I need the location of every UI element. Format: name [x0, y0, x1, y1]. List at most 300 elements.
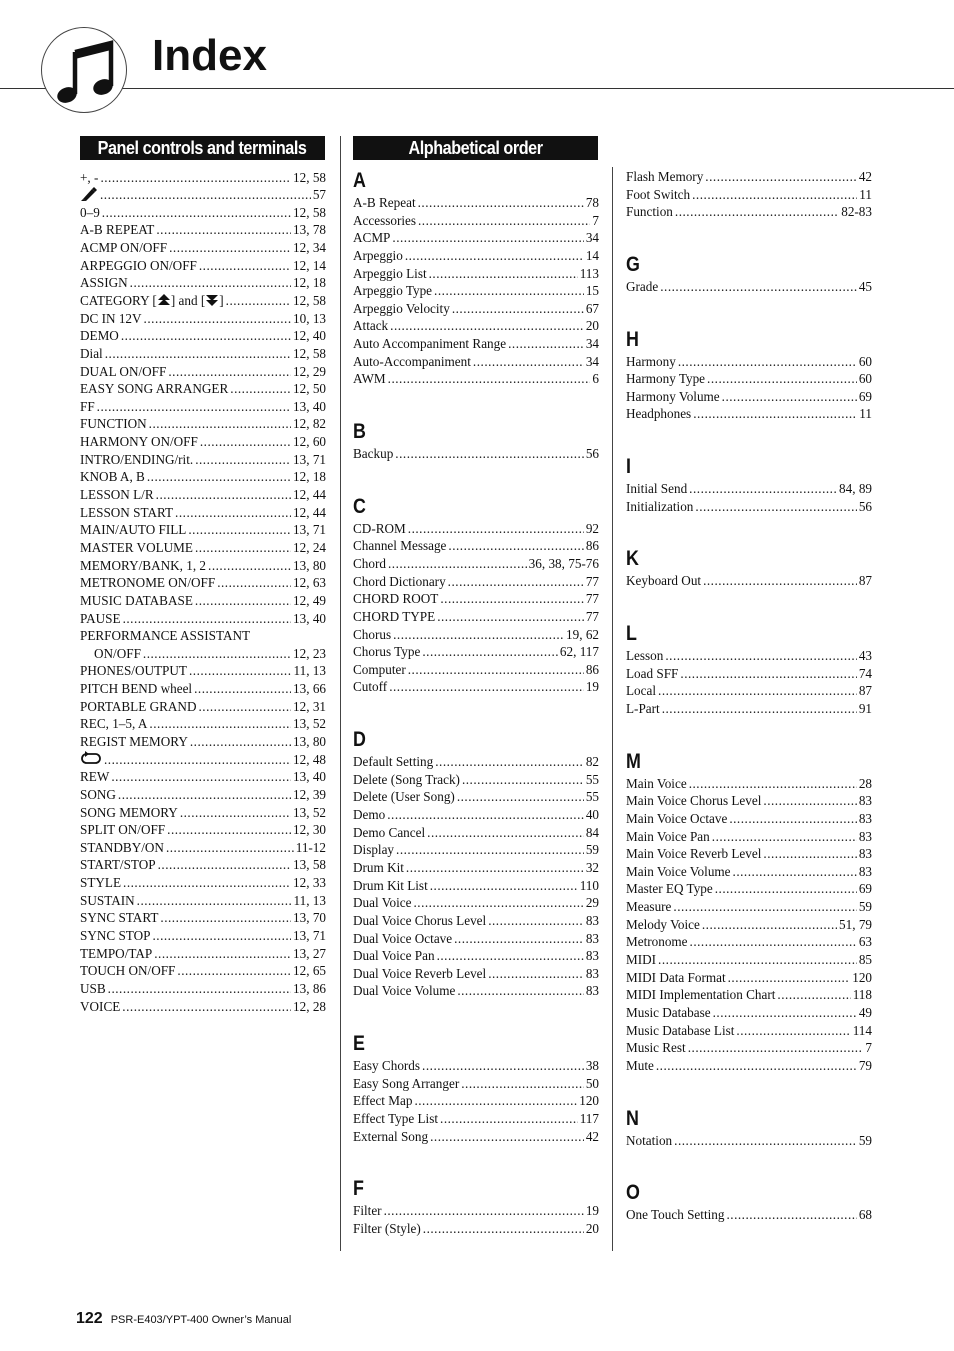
entry-label: Music Database: [626, 1004, 711, 1020]
entry-pages: 74: [858, 665, 872, 681]
entry-label: HARMONY ON/OFF: [80, 434, 198, 450]
index-entry: [80, 680, 326, 698]
leader-dots: [418, 194, 584, 212]
index-entry: [353, 555, 599, 573]
entry-label: Master EQ Type: [626, 881, 713, 897]
entry-pages: 83: [858, 810, 872, 826]
entry-label: DUAL ON/OFF: [80, 363, 167, 379]
leader-dots: [430, 1128, 584, 1146]
entry-label: +, -: [80, 169, 99, 185]
entry-pages: 12, 65: [293, 963, 326, 979]
index-entry: [626, 933, 872, 951]
entry-pages: 42: [585, 1128, 599, 1144]
entry-pages: 12, 50: [293, 381, 326, 397]
entry-pages: 13, 27: [293, 945, 326, 961]
leader-dots: [389, 678, 584, 696]
entry-label: REW: [80, 769, 110, 785]
entry-pages: 12, 31: [293, 698, 326, 714]
index-entry: [353, 841, 599, 859]
index-entry: [80, 839, 326, 857]
leader-dots: [678, 353, 857, 371]
letter-group: [353, 419, 599, 463]
index-entry: [353, 894, 599, 912]
leader-dots: [457, 982, 583, 1000]
alphabetical-order-heading-text: Alphabetical order: [408, 138, 543, 158]
index-entry: [353, 1110, 599, 1128]
entry-label: MAIN/AUTO FILL: [80, 522, 187, 538]
entry-label: Load SFF: [626, 665, 679, 681]
entry-pages: 12, 18: [293, 275, 326, 291]
entry-pages: 12, 44: [293, 504, 326, 520]
index-entry: [80, 662, 326, 680]
entry-pages: 12, 24: [293, 539, 326, 555]
index-entry: [353, 212, 599, 230]
leader-dots: [427, 824, 584, 842]
index-entry: [353, 573, 599, 591]
entry-pages: 29: [585, 895, 599, 911]
entry-pages: 13, 80: [293, 557, 326, 573]
leader-dots: [414, 1092, 577, 1110]
leader-dots: [169, 239, 291, 257]
entry-label: Music Rest: [626, 1040, 686, 1056]
entry-pages: 83: [858, 793, 872, 809]
entry-pages: 83: [858, 863, 872, 879]
leader-dots: [422, 643, 558, 661]
index-entry: [80, 733, 326, 751]
entry-pages: 86: [585, 538, 599, 554]
index-entry: [80, 715, 326, 733]
leader-dots: [665, 647, 856, 665]
entry-label: SYNC STOP: [80, 928, 151, 944]
leader-dots: [713, 1004, 857, 1022]
index-entry: [353, 353, 599, 371]
entry-pages: 12, 14: [293, 257, 326, 273]
entry-pages: 12, 63: [293, 575, 326, 591]
entry-pages: 12, 34: [293, 240, 326, 256]
entry-pages: 15: [585, 283, 599, 299]
entry-pages: 77: [585, 608, 599, 624]
leader-dots: [702, 916, 837, 934]
leader-dots: [430, 877, 578, 895]
leader-dots: [448, 573, 584, 591]
entry-label: REC, 1–5, A: [80, 716, 148, 732]
entry-label: MUSIC DATABASE: [80, 592, 193, 608]
index-entry: [626, 186, 872, 204]
entry-label: Delete (Song Track): [353, 771, 460, 787]
index-entry: [353, 194, 599, 212]
entry-pages: 12, 28: [293, 998, 326, 1014]
leader-dots: [673, 898, 856, 916]
entry-pages: 34: [585, 353, 599, 369]
entry-pages: 7: [592, 212, 599, 228]
entry-label: REGIST MEMORY: [80, 734, 188, 749]
index-entry: [353, 537, 599, 555]
index-entry: [80, 468, 326, 486]
index-entry: [80, 433, 326, 451]
leader-dots: [408, 661, 584, 679]
entry-label: METRONOME ON/OFF: [80, 575, 216, 591]
entry-pages: 19, 62: [566, 626, 599, 642]
entry-pages: 12, 58: [293, 292, 326, 308]
leader-dots: [736, 1022, 850, 1040]
leader-dots: [166, 839, 294, 857]
index-entry: [353, 1202, 599, 1220]
leader-dots: [689, 480, 837, 498]
entry-label: Channel Message: [353, 538, 447, 554]
index-entry: [353, 982, 599, 1000]
index-entry: [353, 626, 599, 644]
index-entry: [626, 792, 872, 810]
leader-dots: [462, 771, 584, 789]
index-entry: [626, 682, 872, 700]
entry-label: Auto-Accompaniment: [353, 353, 471, 369]
entry-label: Computer: [353, 661, 406, 677]
entry-pages: 13, 71: [293, 522, 326, 538]
entry-label: Music Database List: [626, 1022, 735, 1038]
leader-dots: [111, 768, 291, 786]
index-entry: [353, 317, 599, 335]
entry-label: Display: [353, 842, 395, 858]
entry-label: Main Voice Reverb Level: [626, 846, 762, 862]
entry-label: Filter: [353, 1203, 382, 1219]
leader-dots: [707, 370, 857, 388]
entry-pages: 79: [858, 1057, 872, 1073]
index-entry: [626, 1132, 872, 1150]
entry-label: TEMPO/TAP: [80, 945, 153, 961]
repeat-icon: [80, 751, 102, 770]
entry-label: Melody Voice: [626, 916, 700, 932]
leader-dots: [152, 927, 291, 945]
index-entry: [353, 877, 599, 895]
entry-label: PHONES/OUTPUT: [80, 663, 187, 679]
leader-dots: [454, 930, 584, 948]
entry-pages: 12, 39: [293, 786, 326, 802]
entry-pages: 55: [585, 771, 599, 787]
entry-pages: 12, 23: [293, 645, 326, 661]
entry-label: SYNC START: [80, 910, 159, 926]
leader-dots: [429, 265, 578, 283]
entry-pages: 42: [858, 169, 872, 184]
leader-dots: [168, 363, 291, 381]
entry-pages: 87: [858, 573, 872, 589]
leader-dots: [457, 788, 584, 806]
entry-pages: 85: [858, 952, 872, 968]
index-entry: [80, 751, 326, 769]
entry-label: One Touch Setting: [626, 1207, 725, 1223]
index-entry: [80, 398, 326, 416]
index-entry: [353, 788, 599, 806]
index-entry: [353, 678, 599, 696]
leader-dots: [195, 592, 291, 610]
leader-dots: [715, 880, 857, 898]
entry-pages: 91: [858, 700, 872, 716]
leader-dots: [118, 786, 291, 804]
leader-dots: [440, 590, 583, 608]
leader-dots: [396, 841, 584, 859]
entry-label: MASTER VOLUME: [80, 539, 193, 555]
index-entry: [353, 1075, 599, 1093]
leader-dots: [388, 370, 591, 388]
entry-label: Foot Switch: [626, 186, 691, 202]
index-entry: [80, 327, 326, 345]
index-entry: [80, 610, 326, 628]
entry-pages: 13, 70: [293, 910, 326, 926]
entry-pages: 13, 58: [293, 857, 326, 873]
letter-group: [626, 749, 872, 1075]
index-entry: [80, 945, 326, 963]
entry-label: Main Voice: [626, 775, 687, 791]
index-entry: [353, 445, 599, 463]
entry-label: ACMP: [353, 230, 391, 246]
entry-pages: 12, 82: [293, 416, 326, 432]
entry-pages: 45: [858, 278, 872, 294]
entry-pages: 13, 71: [293, 451, 326, 467]
entry-pages: 83: [585, 965, 599, 981]
leader-dots: [423, 1220, 584, 1238]
index-entry: [80, 627, 326, 645]
letter-heading: O: [626, 1181, 640, 1205]
entry-label: Dial: [80, 345, 103, 361]
index-entry: [80, 962, 326, 980]
index-entry: [80, 274, 326, 292]
entry-pages: 68: [858, 1207, 872, 1223]
index-entry: [80, 574, 326, 592]
entry-pages: 67: [585, 300, 599, 316]
index-entry: [80, 909, 326, 927]
letter-group: [626, 168, 872, 221]
entry-pages: 7: [865, 1040, 872, 1056]
entry-label: SUSTAIN: [80, 892, 135, 908]
leader-dots: [208, 557, 291, 575]
leader-dots: [693, 405, 857, 423]
entry-label: Dual Voice: [353, 895, 412, 911]
entry-label: ARPEGGIO ON/OFF: [80, 257, 197, 273]
leader-dots: [198, 698, 291, 716]
leader-dots: [122, 998, 291, 1016]
leader-dots: [252, 627, 324, 645]
leader-dots: [390, 317, 584, 335]
leader-dots: [230, 380, 291, 398]
leader-dots: [195, 451, 291, 469]
entry-pages: 11: [859, 186, 872, 202]
index-entry: [80, 363, 326, 381]
entry-pages: 14: [585, 247, 599, 263]
entry-label: Easy Song Arranger: [353, 1075, 460, 1091]
entry-pages: 13, 40: [293, 769, 326, 785]
letter-heading: H: [626, 327, 639, 351]
leader-dots: [393, 626, 564, 644]
leader-dots: [437, 947, 584, 965]
entry-pages: 59: [858, 1132, 872, 1148]
entry-label: Effect Type List: [353, 1110, 439, 1126]
leader-dots: [437, 608, 584, 626]
letter-heading: M: [626, 749, 641, 773]
leader-dots: [102, 204, 291, 222]
leader-dots: [763, 792, 856, 810]
entry-label: SPLIT ON/OFF: [80, 822, 166, 838]
leader-dots: [406, 859, 584, 877]
index-entry: [353, 661, 599, 679]
leader-dots: [728, 969, 851, 987]
index-entry: [353, 520, 599, 538]
index-entry: [626, 498, 872, 516]
leader-dots: [452, 300, 584, 318]
entry-pages: 12, 30: [293, 822, 326, 838]
leader-dots: [712, 828, 857, 846]
leader-dots: [100, 169, 291, 187]
entry-pages: 13, 52: [293, 716, 326, 732]
leader-dots: [392, 229, 583, 247]
index-entry: [626, 828, 872, 846]
letter-heading: A: [353, 169, 366, 192]
letter-group: [353, 494, 599, 696]
leader-dots: [156, 221, 291, 239]
entry-pages: 13, 86: [293, 980, 326, 996]
letter-heading: L: [626, 622, 637, 646]
entry-label: CD-ROM: [353, 520, 406, 536]
letter-heading: N: [626, 1106, 639, 1130]
entry-label: FF: [80, 398, 95, 414]
entry-pages: 20: [585, 318, 599, 334]
leader-dots: [680, 665, 856, 683]
leader-dots: [384, 1202, 584, 1220]
entry-pages: 12, 58: [293, 169, 326, 185]
entry-label: Chord Dictionary: [353, 573, 446, 589]
index-entry: [80, 257, 326, 275]
entry-label: INTRO/ENDING/rit.: [80, 451, 194, 467]
entry-label: Chord: [353, 555, 386, 571]
entry-pages: 77: [585, 591, 599, 607]
index-entry: [626, 880, 872, 898]
entry-label: START/STOP: [80, 857, 156, 873]
entry-label: Dual Voice Octave: [353, 930, 453, 946]
entry-label: CHORD ROOT: [353, 591, 439, 607]
index-entry: [80, 451, 326, 469]
entry-label: Harmony: [626, 353, 676, 369]
leader-dots: [413, 894, 583, 912]
category-down-icon: [205, 293, 219, 312]
entry-label: Function: [626, 204, 673, 220]
entry-pages: 13, 80: [293, 734, 326, 749]
entry-label: AWM: [353, 371, 386, 387]
leader-dots: [130, 274, 291, 292]
index-entry: [626, 647, 872, 665]
panel-controls-list: [80, 169, 326, 1016]
index-entry: [626, 370, 872, 388]
leader-dots: [200, 433, 291, 451]
leader-dots: [189, 662, 292, 680]
entry-pages: 19: [585, 679, 599, 695]
entry-label: Arpeggio Type: [353, 283, 433, 299]
index-entry: [626, 405, 872, 423]
letter-group: [353, 1176, 599, 1237]
index-entry: [353, 930, 599, 948]
leader-dots: [160, 909, 291, 927]
entry-label: FUNCTION: [80, 416, 147, 432]
leader-dots: [440, 1110, 578, 1128]
entry-pages: 59: [585, 842, 599, 858]
entry-pages: 83: [585, 983, 599, 999]
entry-pages: 20: [585, 1220, 599, 1236]
index-entry: [626, 203, 872, 221]
letter-heading: K: [626, 547, 639, 571]
entry-label: Arpeggio List: [353, 265, 427, 281]
entry-pages: 12, 44: [293, 487, 326, 503]
entry-pages: 57: [312, 187, 326, 203]
letter-heading: F: [353, 1177, 364, 1201]
entry-pages: 55: [585, 789, 599, 805]
entry-pages: 13, 71: [293, 928, 326, 944]
entry-pages: 40: [585, 807, 599, 823]
letter-heading: C: [353, 494, 366, 518]
index-entry: [626, 863, 872, 881]
entry-label: Headphones: [626, 406, 692, 422]
leader-dots: [689, 775, 857, 793]
entry-label: Demo: [353, 807, 386, 823]
leader-dots: [473, 353, 584, 371]
header-rule: [0, 88, 954, 89]
letter-group: [353, 727, 599, 1000]
alphabetical-list-column-2: [626, 168, 872, 1255]
alphabetical-order-heading: [353, 136, 598, 160]
entry-label: DC IN 12V: [80, 310, 142, 326]
entry-label: Mute: [626, 1057, 654, 1073]
index-entry: [353, 247, 599, 265]
leader-dots: [195, 539, 291, 557]
leader-dots: [217, 574, 291, 592]
leader-dots: [387, 806, 584, 824]
index-entry: [626, 775, 872, 793]
entry-pages: 49: [858, 1004, 872, 1020]
index-entry: [353, 824, 599, 842]
index-entry: [80, 539, 326, 557]
leader-dots: [658, 951, 857, 969]
alphabetical-list-column-1: [353, 168, 599, 1269]
index-entry: [353, 965, 599, 983]
index-entry: [80, 874, 326, 892]
entry-label: Demo Cancel: [353, 824, 426, 840]
index-entry: [626, 916, 872, 934]
leader-dots: [226, 292, 291, 310]
entry-label: Local: [626, 683, 657, 699]
index-entry: [626, 278, 872, 296]
index-entry: [353, 265, 599, 283]
entry-label: Harmony Volume: [626, 388, 720, 404]
leader-dots: [190, 733, 291, 751]
leader-dots: [729, 810, 856, 828]
entry-label: Keyboard Out: [626, 573, 702, 589]
entry-pages: 69: [858, 388, 872, 404]
entry-pages: 63: [858, 934, 872, 950]
letter-group: [626, 327, 872, 424]
leader-dots: [144, 310, 291, 328]
leader-dots: [508, 335, 584, 353]
leader-dots: [703, 572, 857, 590]
leader-dots: [434, 282, 584, 300]
index-entry: [80, 169, 326, 187]
index-entry: [353, 608, 599, 626]
index-entry: [80, 698, 326, 716]
leader-dots: [461, 1075, 584, 1093]
entry-label: Grade: [626, 278, 659, 294]
entry-pages: 11: [859, 406, 872, 422]
entry-pages: 120: [579, 1093, 599, 1109]
leader-dots: [123, 874, 291, 892]
leader-dots: [658, 682, 857, 700]
letter-heading: B: [353, 420, 366, 444]
index-entry: [80, 221, 326, 239]
letter-group: [626, 621, 872, 718]
